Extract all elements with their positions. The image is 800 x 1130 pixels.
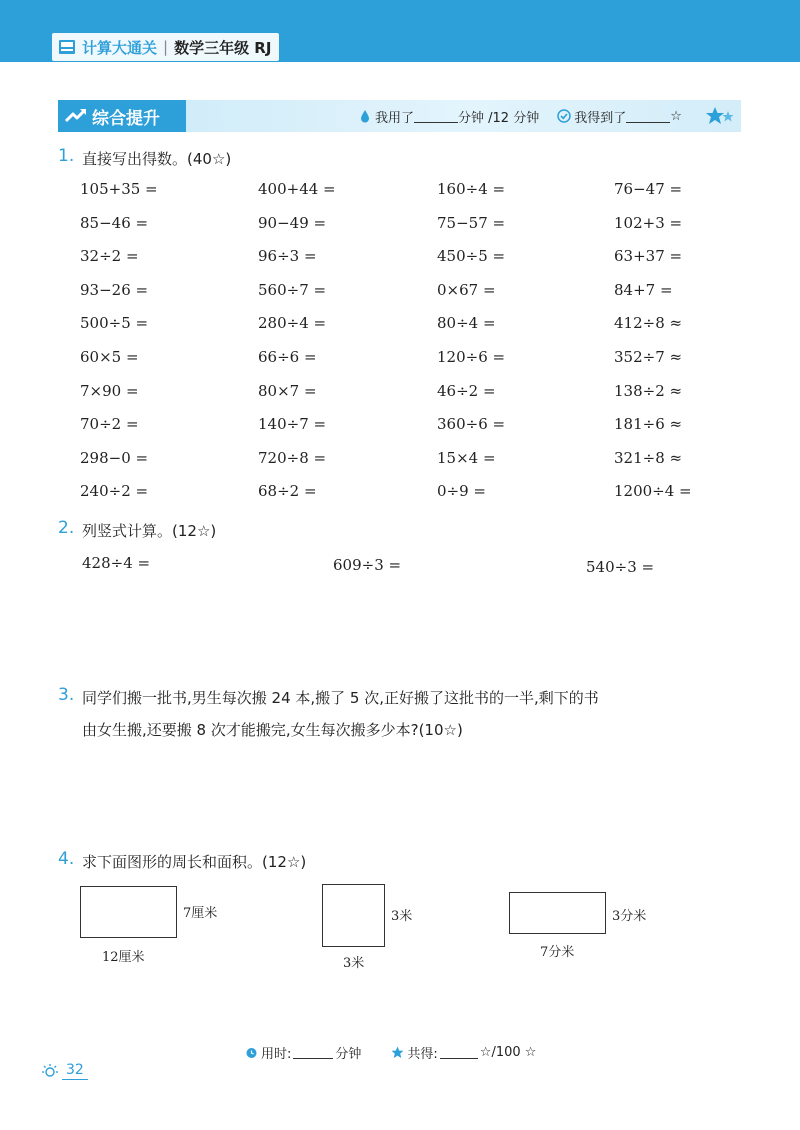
q1-item: 321÷8 ≈ bbox=[614, 448, 683, 467]
q1-item: 70÷2 = bbox=[80, 415, 139, 434]
rectangle-shape-2 bbox=[509, 892, 606, 934]
rectangle-shape bbox=[80, 886, 177, 938]
q1-item: 181÷6 ≈ bbox=[614, 415, 683, 434]
q1-item: 66÷6 = bbox=[258, 348, 317, 366]
book-icon bbox=[58, 39, 76, 55]
q1-item: 76−47 = bbox=[614, 180, 683, 198]
footer-summary bbox=[245, 1043, 536, 1062]
q1-item: 7×90 = bbox=[80, 381, 139, 400]
q1-item: 75−57 = bbox=[437, 213, 506, 232]
footer-time-label: 用时: bbox=[261, 1047, 292, 1062]
q1-text: 直接写出得数。(40☆) bbox=[82, 150, 232, 168]
q1-item: 140÷7 = bbox=[258, 415, 327, 434]
sun-icon bbox=[40, 1063, 62, 1079]
header-separator: | bbox=[163, 38, 169, 56]
star-decoration-icon bbox=[705, 106, 735, 126]
q1-item: 280÷4 = bbox=[258, 314, 327, 333]
q1-item: 720÷8 = bbox=[258, 448, 327, 467]
rect-width-label: 12厘米 bbox=[102, 950, 145, 965]
q4-number: 4. bbox=[58, 849, 75, 869]
section-meta bbox=[358, 100, 682, 132]
q1-item: 0×67 = bbox=[437, 280, 496, 299]
q1-item: 0÷9 = bbox=[437, 482, 486, 501]
q1-item: 360÷6 = bbox=[437, 415, 506, 434]
q1-item: 93−26 = bbox=[80, 280, 149, 299]
q1-item: 105+35 = bbox=[80, 180, 158, 198]
q1-item: 90−49 = bbox=[258, 213, 327, 232]
q1-item: 412÷8 ≈ bbox=[614, 314, 683, 333]
q2-item: 428÷4 = bbox=[82, 554, 151, 572]
q1-item: 450÷5 = bbox=[437, 247, 506, 266]
score-star: ☆ bbox=[670, 108, 682, 124]
subject-label: 数学三年级 RJ bbox=[174, 38, 272, 57]
footer-time-unit: 分钟 bbox=[335, 1047, 362, 1062]
square-shape bbox=[322, 884, 385, 947]
section-bar bbox=[58, 100, 741, 132]
footer-time-blank[interactable] bbox=[293, 1046, 333, 1059]
q2-text: 列竖式计算。(12☆) bbox=[82, 522, 217, 540]
q1-item: 46÷2 = bbox=[437, 381, 496, 400]
section-title: 综合提升 bbox=[58, 100, 186, 132]
q1-item: 560÷7 = bbox=[258, 280, 327, 299]
q3-line2: 由女生搬,还要搬 8 次才能搬完,女生每次搬多少本?(10☆) bbox=[82, 721, 463, 739]
trend-up-icon bbox=[64, 107, 88, 125]
q1-item: 120÷6 = bbox=[437, 348, 506, 366]
time-blank[interactable] bbox=[414, 110, 458, 123]
footer-total-label: 共得: bbox=[407, 1047, 438, 1062]
header-tag bbox=[52, 33, 279, 61]
rect2-width-label: 7分米 bbox=[540, 945, 575, 960]
q1-item: 400+44 = bbox=[258, 180, 336, 198]
rect2-height-label: 3分米 bbox=[612, 909, 647, 924]
footer-total-blank[interactable] bbox=[440, 1046, 478, 1059]
footer-total-unit: ☆/100 ☆ bbox=[479, 1045, 537, 1060]
q2-item: 609÷3 = bbox=[333, 556, 402, 574]
q1-item: 85−46 = bbox=[80, 213, 149, 232]
q1-item: 80×7 = bbox=[258, 381, 317, 400]
alarm-clock-icon bbox=[245, 1046, 258, 1059]
q1-item: 60×5 = bbox=[80, 348, 139, 366]
score-label: 我得到了 bbox=[574, 110, 627, 126]
q2-item: 540÷3 = bbox=[586, 558, 655, 576]
star-icon bbox=[391, 1046, 404, 1059]
q1-item: 352÷7 ≈ bbox=[614, 348, 683, 366]
q1-item: 84+7 = bbox=[614, 280, 673, 299]
score-blank[interactable] bbox=[626, 110, 670, 123]
q1-item: 96÷3 = bbox=[258, 247, 317, 266]
time-label: 我用了 bbox=[375, 110, 415, 126]
q1-item: 298−0 = bbox=[80, 448, 149, 467]
q2-number: 2. bbox=[58, 518, 75, 538]
brand-title: 计算大通关 bbox=[82, 38, 158, 57]
time-unit: 分钟 /12 分钟 bbox=[458, 110, 540, 126]
square-bottom-label: 3米 bbox=[343, 956, 365, 971]
q1-item: 500÷5 = bbox=[80, 314, 149, 333]
rect-height-label: 7厘米 bbox=[183, 906, 218, 921]
q1-number: 1. bbox=[58, 146, 75, 166]
water-drop-icon bbox=[358, 109, 372, 123]
q1-item: 80÷4 = bbox=[437, 314, 496, 333]
q1-item: 240÷2 = bbox=[80, 482, 149, 501]
q1-item: 63+37 = bbox=[614, 247, 683, 266]
q1-item: 1200÷4 = bbox=[614, 482, 692, 501]
q4-text: 求下面图形的周长和面积。(12☆) bbox=[82, 853, 307, 871]
q1-item: 68÷2 = bbox=[258, 482, 317, 501]
q3-line1: 同学们搬一批书,男生每次搬 24 本,搬了 5 次,正好搬了这批书的一半,剩下的书 bbox=[82, 689, 599, 707]
page-number: 32 bbox=[40, 1062, 88, 1080]
q1-item: 32÷2 = bbox=[80, 247, 139, 266]
square-side-label: 3米 bbox=[391, 909, 413, 924]
q1-item: 160÷4 = bbox=[437, 180, 506, 198]
q3-number: 3. bbox=[58, 685, 75, 705]
check-circle-icon bbox=[557, 109, 571, 123]
q1-item: 138÷2 ≈ bbox=[614, 381, 683, 400]
q1-item: 102+3 = bbox=[614, 213, 683, 232]
q1-item: 15×4 = bbox=[437, 448, 496, 467]
